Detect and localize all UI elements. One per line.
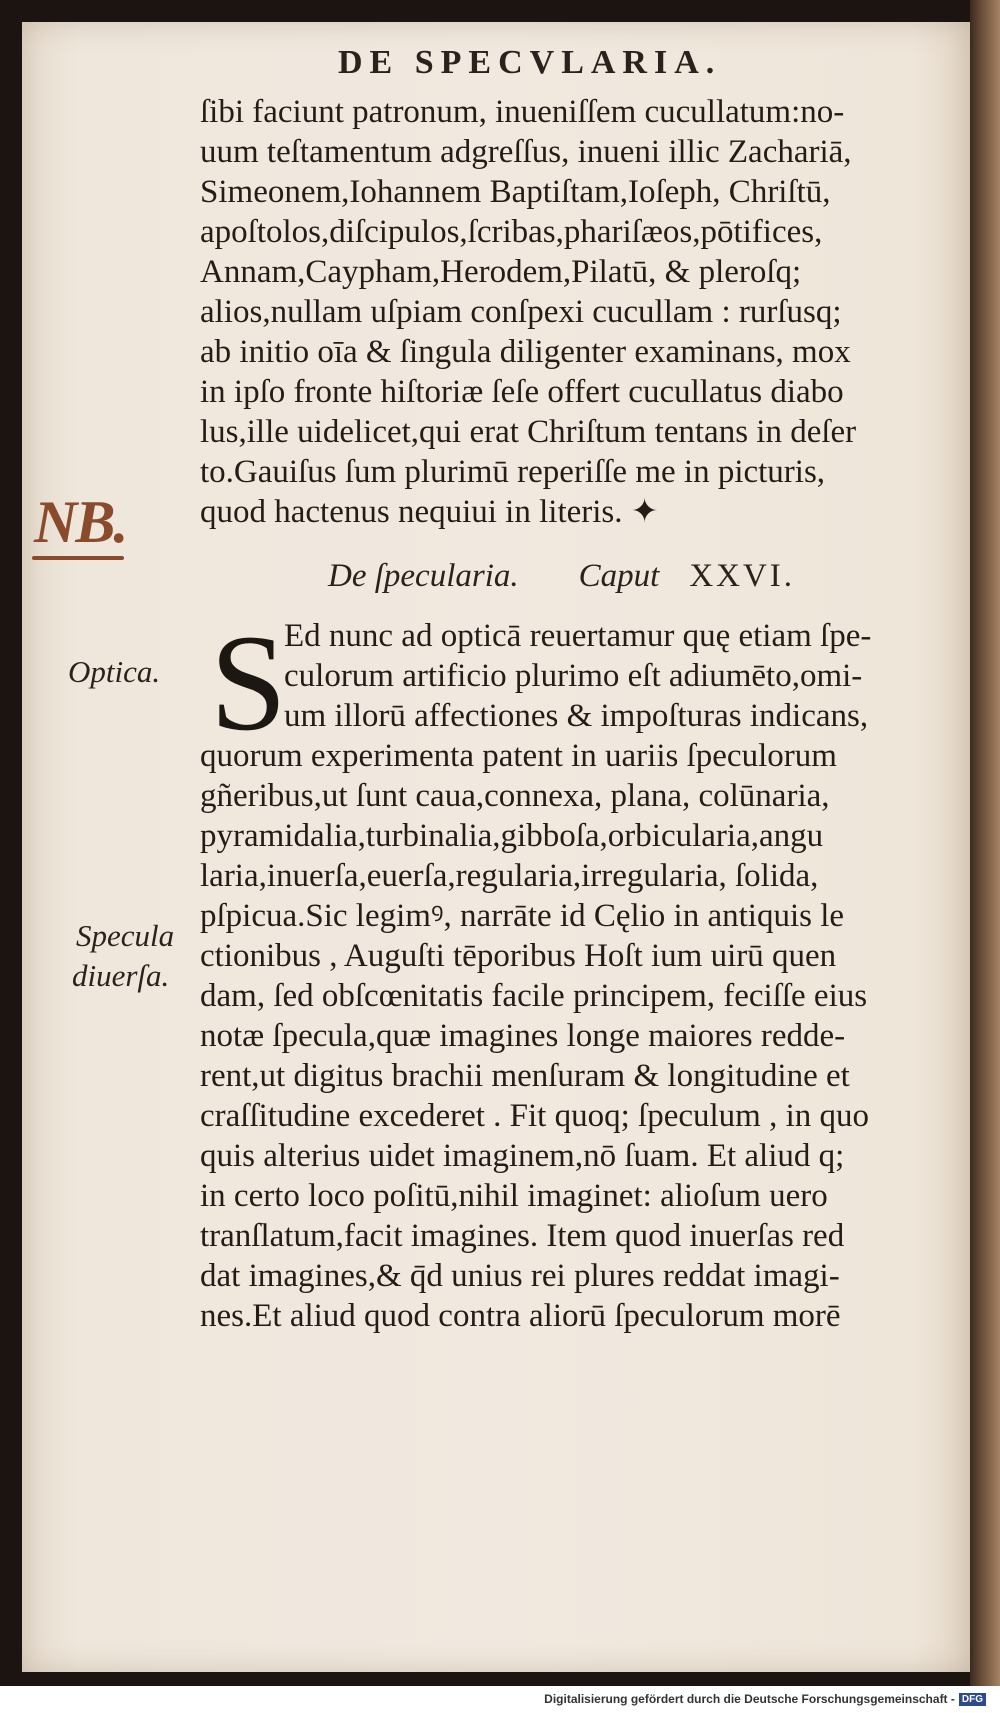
text-line: tranſlatum,facit imagines. Item quod inuerſas red	[200, 1218, 845, 1254]
text-line: uum teſtamentum adgreſſus, inueni illic Zachariā,	[200, 134, 852, 170]
chapter-heading	[328, 558, 795, 595]
dfg-logo: DFG	[959, 1693, 986, 1706]
text-line: in certo loco poſitū,nihil imaginet: alioſum uero	[200, 1178, 828, 1214]
book-edge	[970, 0, 1000, 1686]
text-line: culorum artificio plurimo eſt adiumēto,omi-	[284, 658, 863, 694]
text-line: quis alterius uidet imaginem,nō ſuam. Et aliud q;	[200, 1138, 845, 1174]
text-line: pſpicua.Sic legimꝰ, narrāte id Cęlio in antiquis le	[200, 898, 845, 934]
text-line: dat imagines,& q̄d unius rei plures reddat imagi-	[200, 1258, 840, 1294]
text-line: ctionibus , Auguſti tēporibus Hoſt ium uirū quen	[200, 938, 837, 974]
credit-text: Digitalisierung gefördert durch die Deutsche Forschungsgemeinschaft -	[544, 1692, 955, 1706]
chapter-title: De ſpecularia.	[328, 558, 519, 594]
chapter-number: XXVI.	[689, 558, 796, 594]
text-line: Simeonem,Iohannem Baptiſtam,Ioſeph, Chriſtū,	[200, 174, 831, 210]
text-line: quod hactenus nequiui in literis. ✦	[200, 494, 659, 530]
chapter-caput-label: Caput	[578, 558, 660, 594]
text-line: alios,nullam uſpiam conſpexi cucullam : rurſusq;	[200, 294, 842, 330]
text-line: apoſtolos,diſcipulos,ſcribas,phariſæos,pōtifices,	[200, 214, 823, 250]
text-line: notæ ſpecula,quæ imagines longe maiores redde-	[200, 1018, 846, 1054]
text-line: nes.Et aliud quod contra aliorū ſpeculorum morē	[200, 1298, 841, 1334]
text-line: craſſitudine excederet . Fit quoq; ſpeculum , in quo	[200, 1098, 869, 1134]
drop-cap: S	[210, 606, 287, 759]
margin-note-specula: Specula	[76, 918, 175, 953]
margin-note-optica: Optica.	[68, 654, 161, 689]
text-line: lus,ille uidelicet,qui erat Chriſtum tentans in deſer	[200, 414, 857, 450]
text-line: quorum experimenta patent in uariis ſpeculorum	[200, 738, 837, 774]
text-line: ab initio oīa & ſingula diligenter examinans, mox	[200, 334, 851, 370]
text-line: dam, ſed obſcœnitatis facile principem, feciſſe eius	[200, 978, 868, 1014]
running-header: DE SPECVLARIA.	[338, 44, 722, 81]
text-line: to.Gauiſus ſum plurimū reperiſſe me in picturis,	[200, 454, 826, 490]
text-line: gñeribus,ut ſunt caua,connexa, plana, colūnaria,	[200, 778, 830, 814]
margin-nb-mark: NB.	[34, 489, 127, 555]
margin-nb-underline	[32, 556, 124, 560]
text-line: rent,ut digitus brachii menſuram & longitudine et	[200, 1058, 850, 1094]
text-line: laria,inuerſa,euerſa,regularia,irregularia, ſolida,	[200, 858, 819, 894]
text-line: pyramidalia,turbinalia,gibboſa,orbicularia,angu	[200, 818, 824, 854]
text-line: in ipſo fronte hiſtoriæ ſeſe offert cucullatus diabo	[200, 374, 844, 410]
text-line: ſibi faciunt patronum, inueniſſem cucullatum:no-	[200, 94, 845, 130]
digitization-credit	[544, 1692, 986, 1706]
margin-note-diuersa: diuerſa.	[72, 958, 170, 993]
text-line: um illorū affectiones & impoſturas indicans,	[284, 698, 869, 734]
text-line: Annam,Caypham,Herodem,Pilatū, & pleroſq;	[200, 254, 802, 290]
text-line: Ed nunc ad opticā reuertamur quę etiam ſpe-	[284, 618, 872, 654]
